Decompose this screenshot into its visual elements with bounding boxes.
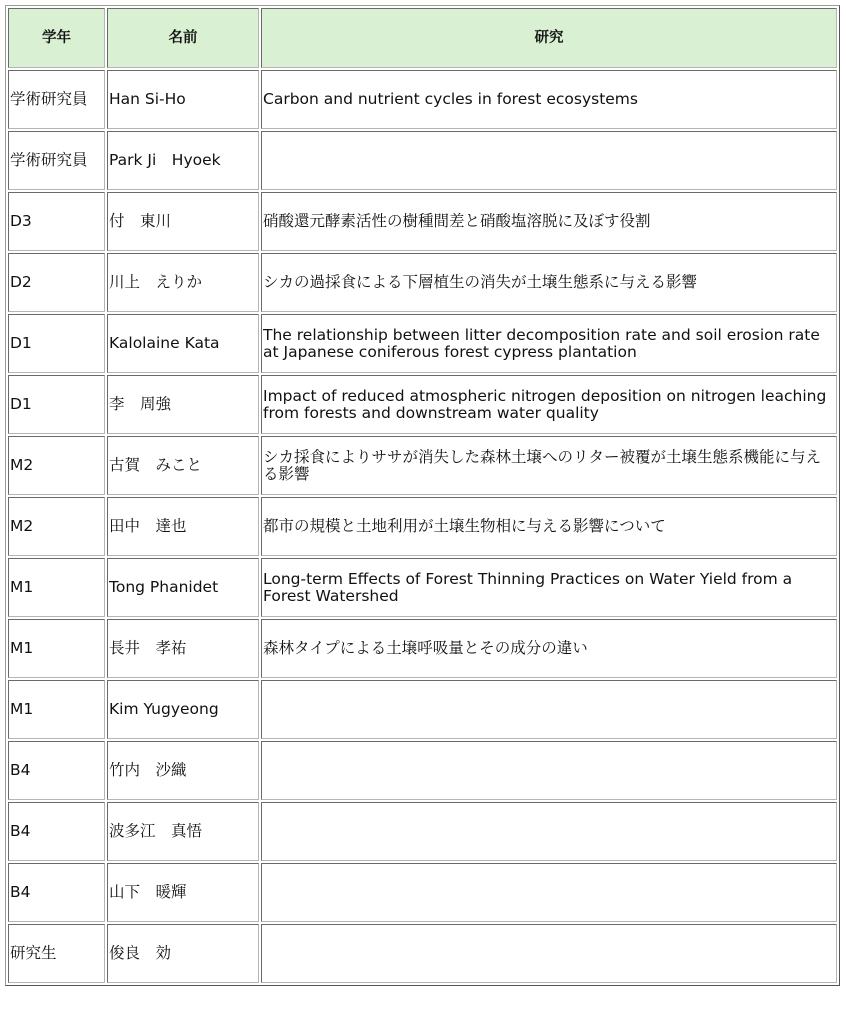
cell-grade: D1 — [8, 375, 105, 434]
cell-research — [261, 863, 837, 922]
cell-research: 森林タイプによる土壌呼吸量とその成分の違い — [261, 619, 837, 678]
cell-name: 田中 達也 — [107, 497, 259, 556]
cell-research — [261, 802, 837, 861]
cell-grade: M2 — [8, 497, 105, 556]
cell-grade: 研究生 — [8, 924, 105, 983]
cell-research — [261, 924, 837, 983]
cell-research: Carbon and nutrient cycles in forest ecosystems — [261, 70, 837, 129]
table-row — [8, 253, 837, 312]
table-row — [8, 497, 837, 556]
table-row — [8, 619, 837, 678]
cell-research — [261, 741, 837, 800]
cell-grade: M1 — [8, 619, 105, 678]
cell-grade: B4 — [8, 863, 105, 922]
cell-research: Impact of reduced atmospheric nitrogen deposition on nitrogen leaching from forests and downstream water quality — [261, 375, 837, 434]
cell-research: The relationship between litter decomposition rate and soil erosion rate at Japanese coniferous forest cypress plantation — [261, 314, 837, 373]
cell-name: Kalolaine Kata — [107, 314, 259, 373]
header-name: 名前 — [107, 8, 259, 68]
cell-grade: B4 — [8, 741, 105, 800]
cell-research: シカの過採食による下層植生の消失が土壌生態系に与える影響 — [261, 253, 837, 312]
cell-grade: D3 — [8, 192, 105, 251]
cell-research: 硝酸還元酵素活性の樹種間差と硝酸塩溶脱に及ぼす役割 — [261, 192, 837, 251]
cell-name: Han Si-Ho — [107, 70, 259, 129]
members-table — [5, 5, 840, 986]
cell-name: Tong Phanidet — [107, 558, 259, 617]
cell-research: シカ採食によりササが消失した森林土壌へのリター被覆が土壌生態系機能に与える影響 — [261, 436, 837, 495]
table-row — [8, 741, 837, 800]
cell-research — [261, 680, 837, 739]
table-row — [8, 192, 837, 251]
cell-name: Kim Yugyeong — [107, 680, 259, 739]
header-grade: 学年 — [8, 8, 105, 68]
table-row — [8, 436, 837, 495]
cell-grade: M2 — [8, 436, 105, 495]
table-row — [8, 70, 837, 129]
cell-grade: M1 — [8, 680, 105, 739]
cell-research — [261, 131, 837, 190]
cell-grade: D1 — [8, 314, 105, 373]
cell-research: 都市の規模と土地利用が土壌生物相に与える影響について — [261, 497, 837, 556]
table-row — [8, 802, 837, 861]
table-row — [8, 375, 837, 434]
cell-grade: D2 — [8, 253, 105, 312]
table-row — [8, 131, 837, 190]
cell-name: 竹内 沙織 — [107, 741, 259, 800]
table-row — [8, 863, 837, 922]
cell-name: Park Ji Hyoek — [107, 131, 259, 190]
table-row — [8, 558, 837, 617]
cell-name: 長井 孝祐 — [107, 619, 259, 678]
table-row — [8, 680, 837, 739]
cell-name: 古賀 みこと — [107, 436, 259, 495]
cell-name: 俊良 効 — [107, 924, 259, 983]
cell-name: 付 東川 — [107, 192, 259, 251]
cell-grade: M1 — [8, 558, 105, 617]
header-row — [8, 8, 837, 68]
cell-name: 波多江 真悟 — [107, 802, 259, 861]
table-row — [8, 924, 837, 983]
cell-name: 川上 えりか — [107, 253, 259, 312]
cell-grade: 学術研究員 — [8, 70, 105, 129]
table-row — [8, 314, 837, 373]
cell-grade: 学術研究員 — [8, 131, 105, 190]
cell-research: Long-term Effects of Forest Thinning Practices on Water Yield from a Forest Watershed — [261, 558, 837, 617]
header-research: 研究 — [261, 8, 837, 68]
cell-name: 山下 暖輝 — [107, 863, 259, 922]
cell-name: 李 周強 — [107, 375, 259, 434]
cell-grade: B4 — [8, 802, 105, 861]
